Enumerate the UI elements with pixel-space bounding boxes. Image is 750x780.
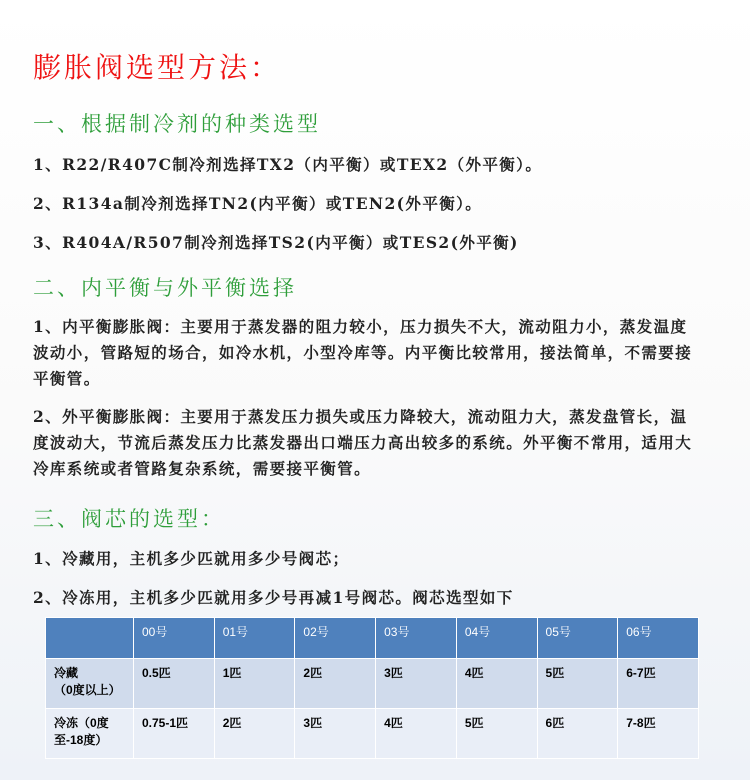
table-row — [46, 709, 699, 759]
table-cell: 6匹 — [537, 709, 618, 759]
section-heading-refrigerant: 一、根据制冷剂的种类选型 — [33, 112, 321, 136]
table-cell: 6-7匹 — [618, 659, 699, 709]
table-cell: 0.5匹 — [134, 659, 215, 709]
table-cell: 2匹 — [295, 659, 376, 709]
valve-core-item-2: 2、冷冻用，主机多少匹就用多少号再减1号阀芯。阀芯选型如下 — [33, 588, 514, 607]
valve-core-item-1: 1、冷藏用，主机多少匹就用多少号阀芯； — [33, 549, 350, 568]
table-header-cell: 01号 — [214, 618, 295, 659]
row-label-refrigeration: 冷藏 （0度以上） — [46, 659, 134, 709]
page-title: 膨胀阀选型方法： — [33, 51, 282, 84]
table-cell: 2匹 — [214, 709, 295, 759]
refrigerant-item-2: 2、R134a制冷剂选择TN2(内平衡）或TEN2(外平衡）。 — [33, 194, 483, 213]
table-cell: 7-8匹 — [618, 709, 699, 759]
refrigerant-item-3: 3、R404A/R507制冷剂选择TS2(内平衡）或TES2(外平衡) — [33, 233, 519, 252]
table-cell: 5匹 — [537, 659, 618, 709]
section-heading-balance: 二、内平衡与外平衡选择 — [33, 276, 297, 300]
table-header-cell: 06号 — [618, 618, 699, 659]
table-corner-cell — [46, 618, 134, 659]
table-header-row — [46, 618, 699, 659]
table-cell: 5匹 — [456, 709, 537, 759]
table-cell: 4匹 — [456, 659, 537, 709]
row-label-freezing: 冷冻（0度至-18度） — [46, 709, 134, 759]
table-cell: 3匹 — [376, 659, 457, 709]
valve-selection-table — [45, 617, 699, 759]
refrigerant-item-1: 1、R22/R407C制冷剂选择TX2（内平衡）或TEX2（外平衡）。 — [33, 155, 543, 174]
section-heading-valve-core: 三、阀芯的选型： — [33, 507, 225, 531]
table-cell: 3匹 — [295, 709, 376, 759]
table-cell: 0.75-1匹 — [134, 709, 215, 759]
balance-paragraph-external: 2、外平衡膨胀阀：主要用于蒸发压力损失或压力降较大，流动阻力大，蒸发盘管长，温度波动大，节流后蒸发压力比蒸发器出口端压力高出较多的系统。外平衡不常用，适用大冷库系统或者管路复杂系统，需要接平衡管。 — [33, 407, 693, 478]
table-row — [46, 659, 699, 709]
table-header-cell: 05号 — [537, 618, 618, 659]
table-header-cell: 03号 — [376, 618, 457, 659]
balance-paragraph-internal: 1、内平衡膨胀阀：主要用于蒸发器的阻力较小，压力损失不大，流动阻力小，蒸发温度波动小，管路短的场合，如冷水机，小型冷库等。内平衡比较常用，接法简单，不需要接平衡管。 — [33, 317, 693, 388]
table-header-cell: 00号 — [134, 618, 215, 659]
table-cell: 4匹 — [376, 709, 457, 759]
table-header-cell: 04号 — [456, 618, 537, 659]
table-cell: 1匹 — [214, 659, 295, 709]
table-header-cell: 02号 — [295, 618, 376, 659]
